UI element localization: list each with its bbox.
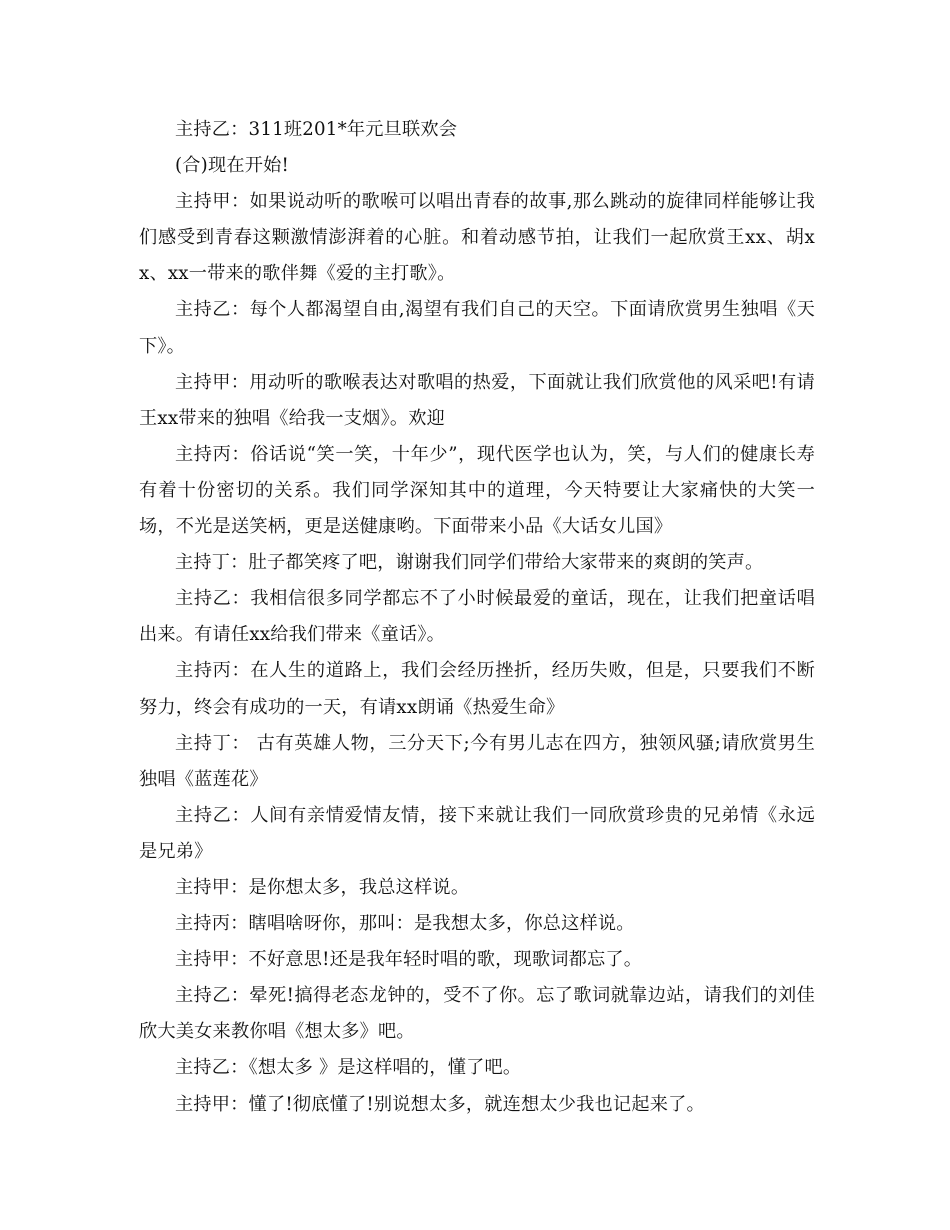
paragraph: 主持甲：如果说动听的歌喉可以唱出青春的故事,那么跳动的旋律同样能够让我们感受到青春这颗激情澎湃着的心脏。和着动感节拍，让我们一起欣赏王xx、胡xx、xx一带来的歌伴舞《爱的主打歌》。: [139, 191, 815, 285]
paragraph: 主持甲：不好意思!还是我年轻时唱的歌，现歌词都忘了。: [175, 949, 643, 971]
paragraph: 主持乙：《想太多 》是这样唱的，懂了吧。: [175, 1057, 522, 1079]
paragraph: 主持甲：用动听的歌喉表达对歌唱的热爱，下面就让我们欣赏他的风采吧!有请王xx带来的独唱《给我一支烟》。欢迎: [139, 371, 815, 429]
paragraph: (合)现在开始!: [175, 155, 290, 177]
document-body: [139, 112, 815, 1123]
paragraph: 主持丙：在人生的道路上，我们会经历挫折，经历失败，但是，只要我们不断努力，终会有成功的一天，有请xx朗诵《热爱生命》: [139, 660, 815, 718]
paragraph: 主持丁：肚子都笑疼了吧，谢谢我们同学们带给大家带来的爽朗的笑声。: [175, 552, 764, 574]
paragraph: 主持乙：每个人都渴望自由,渴望有我们自己的天空。下面请欣赏男生独唱《天下》。: [139, 299, 815, 357]
paragraph: 主持乙：311班201*年元旦联欢会: [175, 119, 458, 140]
paragraph: 主持乙：我相信很多同学都忘不了小时候最爱的童话，现在，让我们把童话唱出来。有请任xx给我们带来《童话》。: [139, 588, 815, 646]
paragraph: 主持丙：瞎唱啥呀你，那叫：是我想太多，你总这样说。: [175, 913, 635, 935]
paragraph: 主持甲：是你想太多，我总这样说。: [175, 876, 470, 898]
paragraph: 主持丙：俗话说“笑一笑，十年少”，现代医学也认为，笑，与人们的健康长寿有着十份密切的关系。我们同学深知其中的道理，今天特要让大家痛快的大笑一场，不光是送笑柄，更是送健康哟。下面带来小品《大话女儿国》: [139, 443, 815, 538]
paragraph: 主持甲：懂了!彻底懂了!别说想太多，就连想太少我也记起来了。: [175, 1093, 705, 1115]
paragraph: 主持丁： 古有英雄人物，三分天下;今有男儿志在四方，独领风骚;请欣赏男生独唱《蓝莲花》: [139, 732, 815, 790]
paragraph: 主持乙：晕死!搞得老态龙钟的，受不了你。忘了歌词就靠边站，请我们的刘佳欣大美女来教你唱《想太多》吧。: [139, 985, 815, 1043]
paragraph: 主持乙：人间有亲情爱情友情，接下来就让我们一同欣赏珍贵的兄弟情《永远是兄弟》: [139, 804, 815, 862]
